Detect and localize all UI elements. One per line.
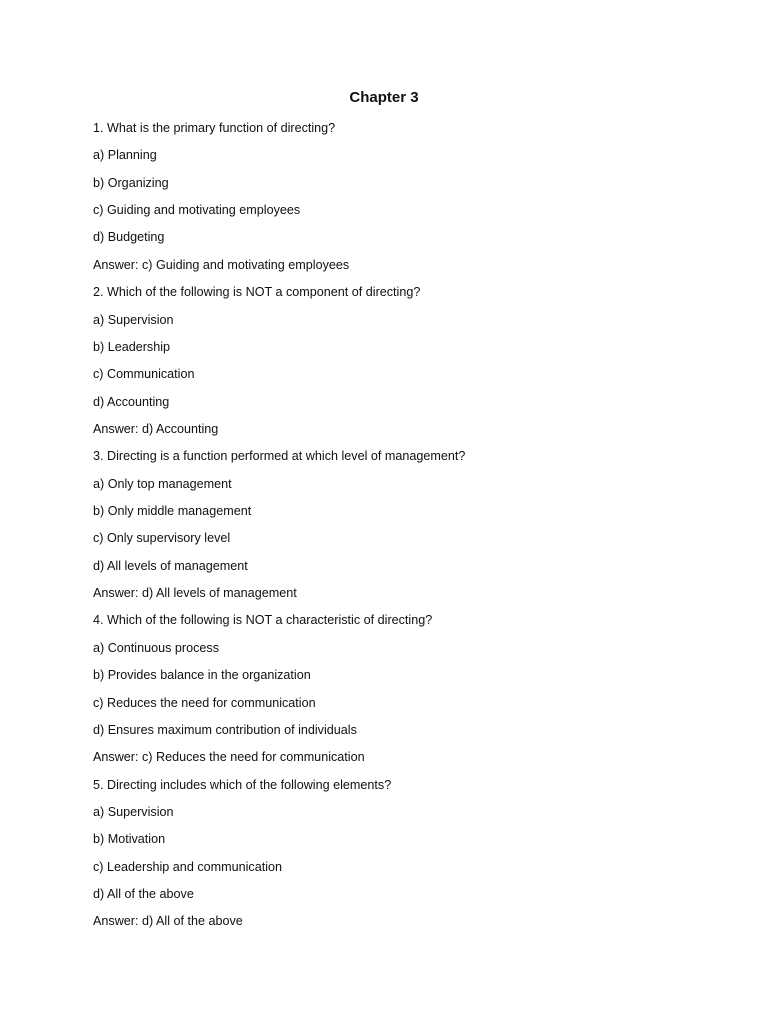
answer-text: Answer: c) Guiding and motivating employees [93, 257, 350, 272]
question-text: 1. What is the primary function of directing? [93, 121, 336, 135]
option-text: d) Budgeting [93, 230, 165, 245]
answer-text: Answer: d) Accounting [93, 421, 219, 436]
question-text: 2. Which of the following is NOT a component of directing? [93, 285, 421, 300]
option-text: b) Provides balance in the organization [93, 668, 311, 683]
answer-text: Answer: d) All levels of management [93, 586, 297, 601]
option-text: c) Only supervisory level [93, 531, 231, 546]
question-text: 4. Which of the following is NOT a characteristic of directing? [93, 613, 433, 628]
chapter-title: Chapter 3 [349, 89, 419, 106]
option-text: a) Only top management [93, 476, 232, 491]
option-text: b) Only middle management [93, 504, 252, 519]
question-text: 3. Directing is a function performed at which level of management? [93, 449, 466, 464]
question-list [93, 118, 713, 939]
option-text: c) Guiding and motivating employees [93, 203, 301, 218]
option-text: a) Planning [93, 148, 157, 163]
option-text: b) Motivation [93, 832, 166, 847]
option-text: b) Leadership [93, 339, 171, 354]
option-text: c) Reduces the need for communication [93, 695, 316, 710]
answer-text: Answer: d) All of the above [93, 914, 243, 929]
option-text: d) All levels of management [93, 558, 248, 573]
option-text: a) Supervision [93, 312, 174, 327]
option-text: a) Supervision [93, 804, 174, 819]
option-text: d) Accounting [93, 394, 170, 409]
option-text: d) All of the above [93, 887, 194, 902]
option-text: c) Leadership and communication [93, 859, 283, 874]
option-text: c) Communication [93, 367, 195, 382]
option-text: b) Organizing [93, 175, 169, 190]
option-text: d) Ensures maximum contribution of individuals [93, 722, 357, 737]
option-text: a) Continuous process [93, 640, 220, 655]
answer-text: Answer: c) Reduces the need for communication [93, 750, 365, 765]
question-text: 5. Directing includes which of the following elements? [93, 777, 392, 792]
